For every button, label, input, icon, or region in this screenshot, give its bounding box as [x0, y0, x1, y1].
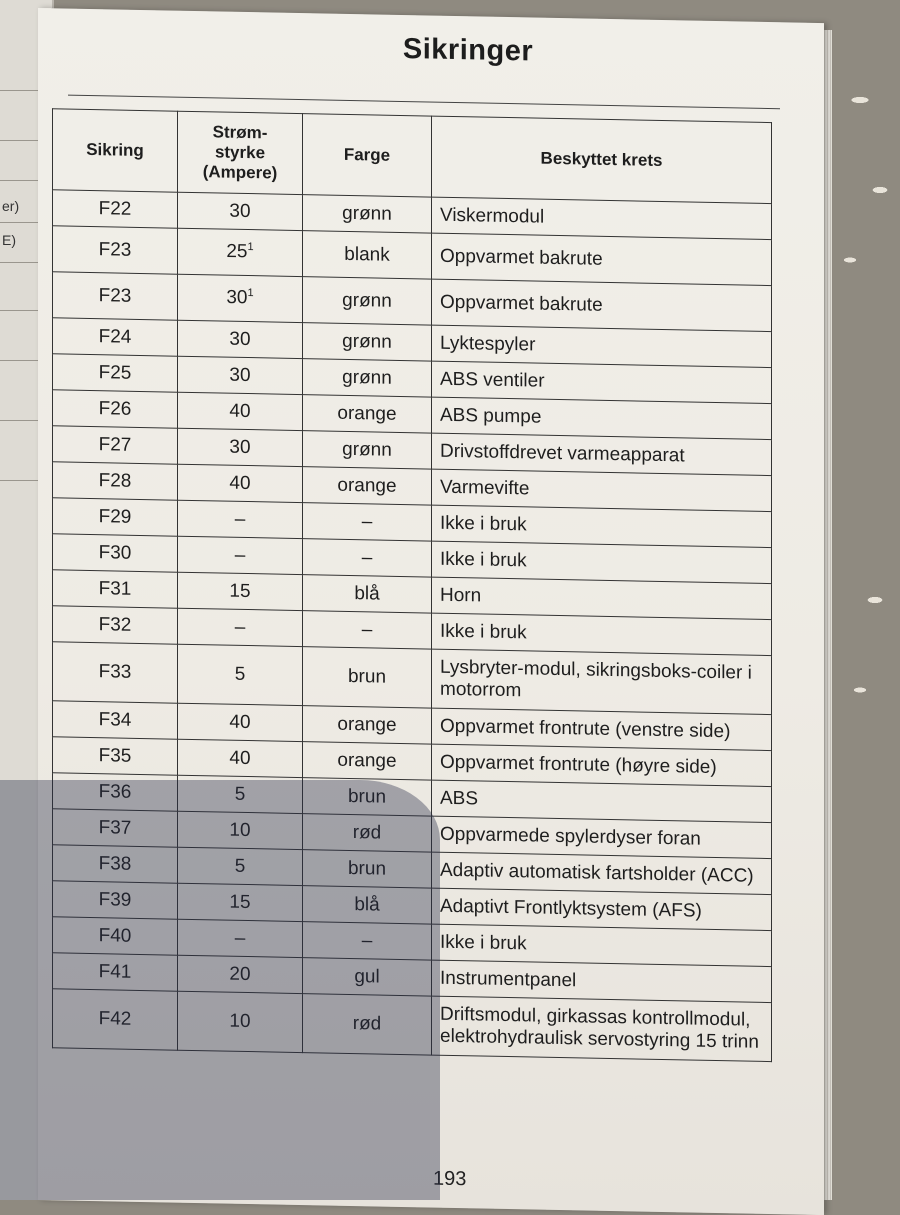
cell-color: orange — [303, 742, 432, 780]
cell-amperage — [178, 228, 303, 276]
amperage-value: – — [234, 508, 246, 530]
amperage-value: 15 — [229, 891, 251, 913]
header-fuse: Sikring — [53, 109, 178, 192]
amperage-value: – — [234, 544, 246, 566]
table-body — [53, 190, 772, 1062]
amperage-value: 30 — [226, 287, 248, 309]
cell-circuit: Varmevifte — [432, 469, 772, 512]
cell-amperage — [178, 192, 303, 230]
cell-circuit: Oppvarmet frontrute (venstre side) — [432, 708, 772, 751]
cell-amperage — [178, 320, 303, 358]
cell-color: gul — [303, 958, 432, 996]
cell-color: blå — [303, 575, 432, 613]
cell-fuse: F41 — [53, 953, 178, 991]
cell-fuse: F27 — [53, 426, 178, 464]
amperage-value: 25 — [226, 241, 248, 263]
cell-fuse: F23 — [53, 272, 178, 320]
cell-circuit: ABS pumpe — [432, 397, 772, 440]
amperage-value: 10 — [229, 819, 251, 841]
manual-page — [38, 8, 824, 1215]
cell-amperage — [178, 883, 303, 921]
cell-circuit: Ikke i bruk — [432, 505, 772, 548]
cell-color: grønn — [303, 195, 432, 233]
amperage-value: 40 — [229, 747, 251, 769]
amperage-value: 5 — [234, 855, 246, 877]
cell-fuse: F42 — [53, 989, 178, 1050]
cell-amperage — [178, 991, 303, 1052]
cell-color: orange — [303, 467, 432, 505]
cell-amperage — [178, 356, 303, 394]
cell-fuse: F34 — [53, 701, 178, 739]
cell-color: blå — [303, 886, 432, 924]
cell-fuse: F31 — [53, 570, 178, 608]
cell-circuit: Oppvarmet bakrute — [432, 233, 772, 286]
cell-fuse: F23 — [53, 226, 178, 274]
cell-color: – — [303, 922, 432, 960]
cell-circuit: Ikke i bruk — [432, 541, 772, 584]
cell-amperage — [178, 739, 303, 777]
cell-fuse: F29 — [53, 498, 178, 536]
header-amperage: Strøm- styrke (Ampere) — [178, 111, 303, 194]
fuse-table — [52, 108, 772, 1062]
cell-amperage — [178, 703, 303, 741]
cell-amperage — [178, 775, 303, 813]
cell-color: blank — [303, 231, 432, 279]
cell-circuit: Lyktespyler — [432, 325, 772, 368]
cell-circuit: Oppvarmede spylerdyser foran — [432, 816, 772, 859]
table-header-row — [53, 109, 772, 204]
header-circuit: Beskyttet krets — [432, 116, 772, 204]
cell-fuse: F37 — [53, 809, 178, 847]
cell-circuit: Oppvarmet bakrute — [432, 279, 772, 332]
cell-color: – — [303, 611, 432, 649]
amperage-value: 30 — [229, 364, 251, 386]
amperage-value: 15 — [229, 580, 251, 602]
cell-circuit: Ikke i bruk — [432, 924, 772, 967]
title-rule — [68, 95, 780, 110]
cell-circuit: ABS — [432, 780, 772, 823]
cell-fuse: F38 — [53, 845, 178, 883]
cell-fuse: F35 — [53, 737, 178, 775]
cell-color: grønn — [303, 359, 432, 397]
cell-circuit: Adaptivt Frontlyktsystem (AFS) — [432, 888, 772, 931]
page-title: Sikringer — [402, 33, 534, 68]
cell-circuit: Ikke i bruk — [432, 613, 772, 656]
cell-fuse: F25 — [53, 354, 178, 392]
page-number: 193 — [433, 1167, 467, 1191]
cell-circuit: Adaptiv automatisk fartsholder (ACC) — [432, 852, 772, 895]
cell-amperage — [178, 500, 303, 538]
cell-color: brun — [303, 647, 432, 708]
cell-fuse: F24 — [53, 318, 178, 356]
cell-amperage — [178, 536, 303, 574]
amperage-value: 30 — [229, 200, 251, 222]
cell-fuse: F22 — [53, 190, 178, 228]
amperage-value: 30 — [229, 436, 251, 458]
cell-fuse: F32 — [53, 606, 178, 644]
footnote-marker: 1 — [247, 287, 254, 300]
cell-circuit: Horn — [432, 577, 772, 620]
cell-amperage — [178, 644, 303, 705]
footnote-marker: 1 — [247, 241, 254, 254]
cell-amperage — [178, 919, 303, 957]
cell-color: – — [303, 503, 432, 541]
cell-circuit: Instrumentpanel — [432, 960, 772, 1003]
cell-color: orange — [303, 706, 432, 744]
cell-circuit: Viskermodul — [432, 197, 772, 240]
cell-amperage — [178, 428, 303, 466]
cell-circuit: Drivstoffdrevet varmeapparat — [432, 433, 772, 476]
amperage-value: 30 — [229, 328, 251, 350]
cell-color: brun — [303, 850, 432, 888]
amperage-value: 20 — [229, 963, 251, 985]
cell-fuse: F26 — [53, 390, 178, 428]
cell-color: rød — [303, 994, 432, 1055]
cell-fuse: F39 — [53, 881, 178, 919]
left-page-fragment: E) — [2, 232, 16, 248]
cell-color: grønn — [303, 323, 432, 361]
cell-color: grønn — [303, 431, 432, 469]
cell-fuse: F28 — [53, 462, 178, 500]
cell-amperage — [178, 955, 303, 993]
cell-amperage — [178, 811, 303, 849]
cell-fuse: F33 — [53, 642, 178, 703]
cell-amperage — [178, 847, 303, 885]
amperage-value: 5 — [234, 663, 246, 685]
cell-fuse: F40 — [53, 917, 178, 955]
amperage-value: 40 — [229, 472, 251, 494]
table-row — [53, 989, 772, 1062]
cell-circuit: ABS ventiler — [432, 361, 772, 404]
cell-color: – — [303, 539, 432, 577]
cell-color: brun — [303, 778, 432, 816]
cell-amperage — [178, 608, 303, 646]
amperage-value: 40 — [229, 400, 251, 422]
cell-amperage — [178, 572, 303, 610]
cell-circuit: Driftsmodul, girkassas kontrollmodul, elektrohydraulisk servostyring 15 trinn — [432, 996, 772, 1062]
cell-amperage — [178, 392, 303, 430]
cell-circuit: Lysbryter-modul, sikringsboks-coiler i motorrom — [432, 649, 772, 715]
cell-amperage — [178, 274, 303, 322]
cell-fuse: F30 — [53, 534, 178, 572]
amperage-value: 5 — [234, 783, 246, 805]
amperage-value: – — [234, 927, 246, 949]
cell-color: orange — [303, 395, 432, 433]
amperage-value: 40 — [229, 711, 251, 733]
header-color: Farge — [303, 114, 432, 197]
left-page-fragment: er) — [2, 198, 20, 214]
cell-fuse: F36 — [53, 773, 178, 811]
cell-color: grønn — [303, 277, 432, 325]
cell-amperage — [178, 464, 303, 502]
cell-color: rød — [303, 814, 432, 852]
amperage-value: 10 — [229, 1010, 251, 1033]
cell-circuit: Oppvarmet frontrute (høyre side) — [432, 744, 772, 787]
amperage-value: – — [234, 616, 246, 638]
